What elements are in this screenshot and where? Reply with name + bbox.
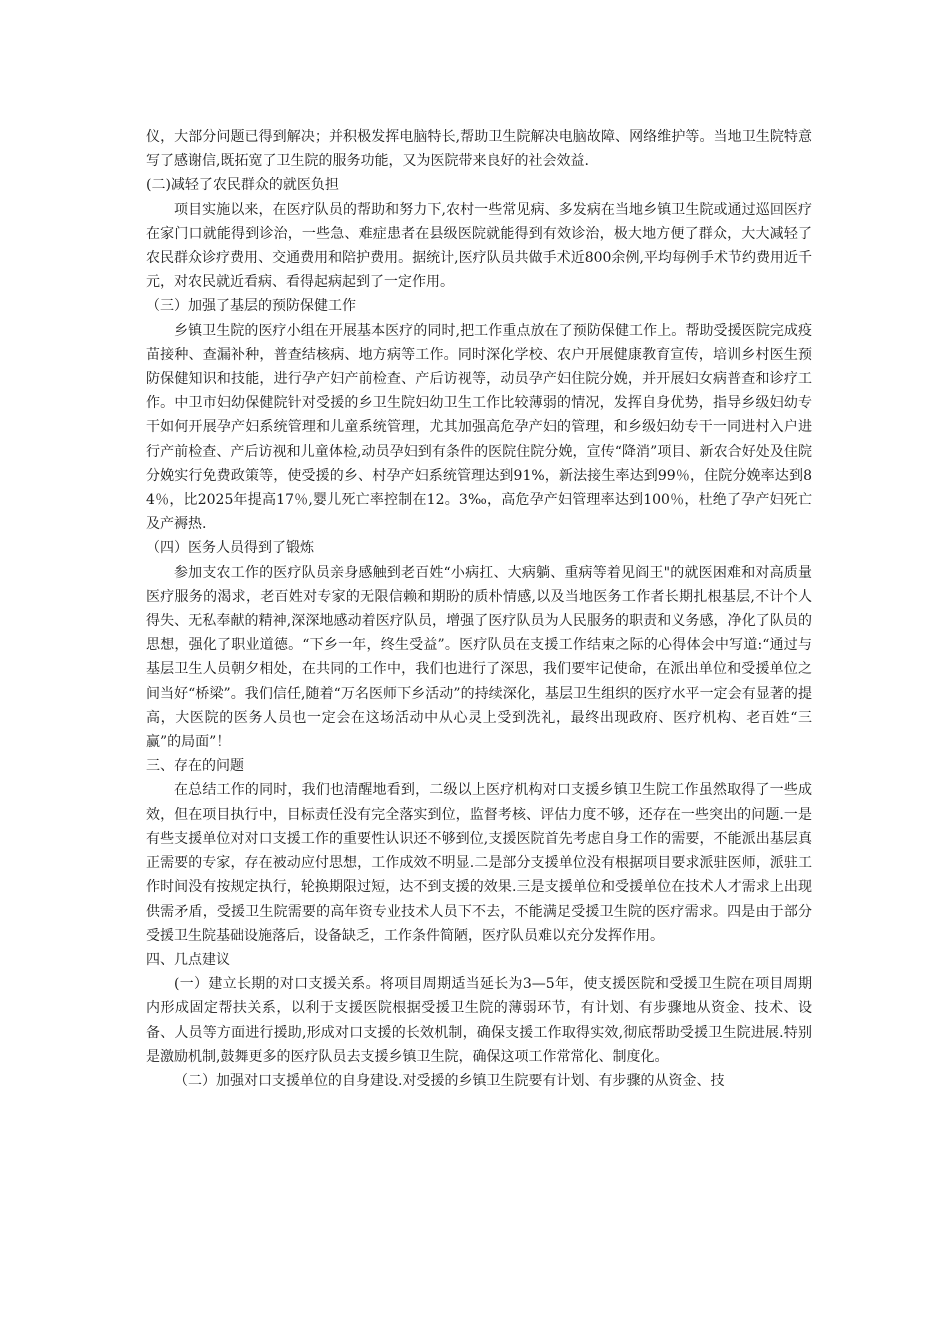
subheading-four: （四）医务人员得到了锻炼 [146,540,314,557]
subheading-two: (二)减轻了农民群众的就医负担 [146,177,339,194]
paragraph-suggestion-one: (一）建立长期的对口支援关系。将项目周期适当延长为3—5年，使支援医院和受援卫生院在项目周期内形成固定帮扶关系，以利于支援医院根据受援卫生院的薄弱环节，有计划、有步骤地从资金、技术、设备、人员等方面进行援助,形成对口支援的长效机制，确保支援工作取得实效,彻底帮助受援卫生院进展.特别是激励机制,鼓舞更多的医疗队员去支援乡镇卫生院，确保这项工作常常化、制度化。 [146,976,812,1065]
paragraph-preventive-care: 乡镇卫生院的医疗小组在开展基本医疗的同时,把工作重点放在了预防保健工作上。帮助受援医院完成疫苗接种、查漏补种，普查结核病、地方病等工作。同时深化学校、农户开展健康教育宣传，培训乡村医生预防保健知识和技能，进行孕产妇产前检查、产后访视等，动员孕产妇住院分娩，并开展妇女病普查和诊疗工作。中卫市妇幼保健院针对受援的乡卫生院妇幼卫生工作比较薄弱的情况，发挥自身优势，指导乡级妇幼专干如何开展孕产妇系统管理和儿童系统管理，尤其加强高危孕产妇的管理，和乡级妇幼专干一同进村入户进行产前检查、产后访视和儿童体检,动员孕妇到有条件的医院住院分娩，宣传“降消”项目、新农合好处及住院分娩实行免费政策等，使受援的乡、村孕产妇系统管理达到91%，新法接生率达到99％，住院分娩率达到84％，比2025年提高17％,婴儿死亡率控制在12。3‰，高危孕产妇管理率达到100％，杜绝了孕产妇死亡及产褥热. [146,322,812,533]
paragraph-continuation: 仪，大部分问题已得到解决；并积极发挥电脑特长,帮助卫生院解决电脑故障、网络维护等。当地卫生院特意写了感谢信,既拓宽了卫生院的服务功能，又为医院带来良好的社会效益. [146,129,812,170]
paragraph-problems: 在总结工作的同时，我们也清醒地看到，二级以上医疗机构对口支援乡镇卫生院工作虽然取得了一些成效，但在项目执行中，目标责任没有完全落实到位，监督考核、评估力度不够，还存在一些突出的问题.一是有些支援单位对对口支援工作的重要性认识还不够到位,支援医院首先考虑自身工作的需要，不能派出基层真正需要的专家，存在被动应付思想，工作成效不明显.二是部分支援单位没有根据项目要求派驻医师，派驻工作时间没有按规定执行，轮换期限过短，达不到支援的效果.三是支援单位和受援单位在技术人才需求上出现供需矛盾，受援卫生院需要的高年资专业技术人员下不去，不能满足受援卫生院的医疗需求。四是由于部分受援卫生院基础设施落后，设备缺乏，工作条件简陋，医疗队员难以充分发挥作用。 [146,782,812,944]
heading-section-three: 三、存在的问题 [146,758,244,775]
paragraph-reduced-burden: 项目实施以来，在医疗队员的帮助和努力下,农村一些常见病、多发病在当地乡镇卫生院或通过巡回医疗在家门口就能得到诊治，一些急、难症患者在县级医院就能得到有效诊治，极大地方便了群众，大大减轻了农民群众诊疗费用、交通费用和陪护费用。据统计,医疗队员共做手术近800余例,平均每例手术节约费用近千元，对农民就近看病、看得起病起到了一定作用。 [146,201,812,291]
document-page [146,125,812,1093]
heading-section-four: 四、几点建议 [146,951,230,968]
paragraph-suggestion-two: （二）加强对口支援单位的自身建设.对受援的乡镇卫生院要有计划、有步骤的从资金、技 [174,1072,725,1089]
paragraph-staff-trained: 参加支农工作的医疗队员亲身感触到老百姓“小病扛、大病躺、重病等着见阎王"的就医困难和对高质量医疗服务的渴求，老百姓对专家的无限信赖和期盼的质朴情感,以及当地医务工作者长期扎根基层,不计个人得失、无私奉献的精神,深深地感动着医疗队员，增强了医疗队员为人民服务的职责和义务感，净化了队员的思想，强化了职业道德。“下乡一年，终生受益”。医疗队员在支援工作结束之际的心得体会中写道:“通过与基层卫生人员朝夕相处，在共同的工作中，我们也进行了深思，我们要牢记使命，在派出单位和受援单位之间当好“桥梁”。我们信任,随着“万名医师下乡活动”的持续深化，基层卫生组织的医疗水平一定会有显著的提高，大医院的医务人员也一定会在这场活动中从心灵上受到洗礼，最终出现政府、医疗机构、老百姓“三赢”的局面”！ [146,564,812,751]
subheading-three: （三）加强了基层的预防保健工作 [146,298,356,315]
